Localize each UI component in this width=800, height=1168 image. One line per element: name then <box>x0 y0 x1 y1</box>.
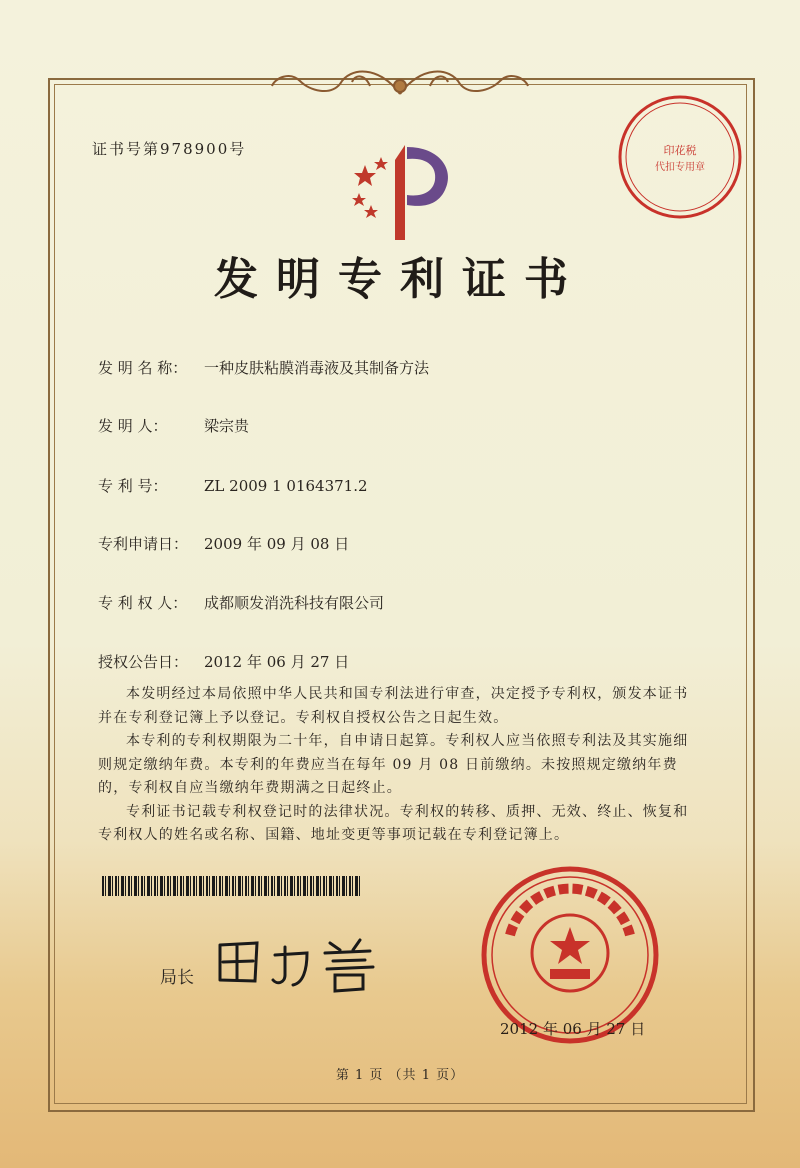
field-value: 2012 年 06 月 27 日 <box>204 653 350 671</box>
field-label: 专 利 权 人： <box>98 594 188 612</box>
patentee-field <box>98 592 384 613</box>
barcode <box>102 876 362 896</box>
svg-text:印花税: 印花税 <box>663 144 697 157</box>
body-paragraph: 专利证书记载专利权登记时的法律状况。专利权的转移、质押、无效、终止、恢复和专利权人的姓名或名称、国籍、地址变更等事项记载在专利登记簿上。 <box>98 803 689 843</box>
field-label: 授权公告日： <box>98 653 189 671</box>
field-label: 发 明 名 称： <box>98 359 188 377</box>
body-paragraph: 本发明经过本局依照中华人民共和国专利法进行审查，决定授予专利权，颁发本证书并在专利登记簿上予以登记。专利权自授权公告之日起生效。 <box>98 686 689 726</box>
patent-number-field <box>98 475 368 496</box>
filing-date-field <box>98 533 349 554</box>
ornament-icon <box>270 56 530 106</box>
svg-text:代扣专用章: 代扣专用章 <box>655 162 705 173</box>
invention-name-field <box>98 357 429 378</box>
seal-date: 2012 年 06 月 27 日 <box>500 1020 646 1038</box>
field-value: 成都顺发消洗科技有限公司 <box>204 594 385 612</box>
certificate-number: 证书号第978900号 <box>92 140 247 158</box>
grant-date-field <box>98 651 349 672</box>
field-value: ZL 2009 1 0164371.2 <box>204 477 368 495</box>
field-label: 专利申请日： <box>98 535 189 553</box>
certificate-body <box>98 683 698 848</box>
page-number: 第 1 页 （共 1 页） <box>335 1068 465 1083</box>
field-label: 专 利 号： <box>98 477 168 495</box>
field-value: 2009 年 09 月 08 日 <box>204 535 350 553</box>
tax-stamp-icon <box>615 92 745 222</box>
document-title: 发明专利证书 <box>214 254 586 305</box>
field-value: 一种皮肤粘膜消毒液及其制备方法 <box>204 359 430 377</box>
field-value: 梁宗贵 <box>204 417 250 435</box>
inventor-field <box>98 415 249 436</box>
director-label: 局长 <box>160 968 194 988</box>
field-label: 发 明 人： <box>98 417 168 435</box>
body-paragraph: 本专利的专利权期限为二十年，自申请日起算。专利权人应当依照专利法及其实施细则规定缴纳年费。本专利的年费应当在每年 09 月 08 日前缴纳。未按照规定缴纳年费的，专利权自应当缴纳年费期满之日起终止。 <box>98 733 689 796</box>
director-signature-icon <box>205 925 395 995</box>
patent-office-logo-icon <box>345 135 465 245</box>
